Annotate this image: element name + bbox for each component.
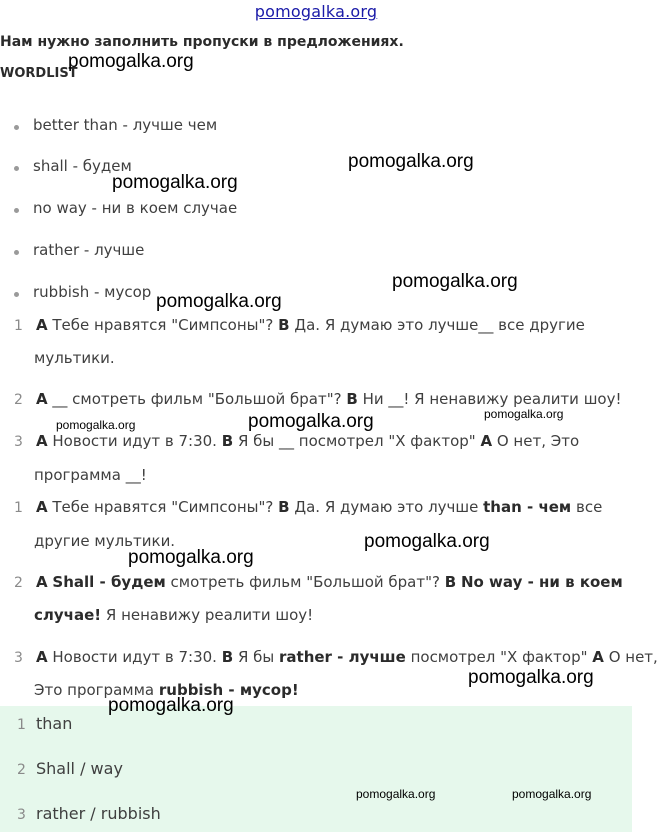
- line-text: Тебе нравятся "Симпсоны"?: [52, 316, 274, 334]
- line-text: Новости идут в 7:30.: [52, 648, 217, 666]
- speaker-label: B: [221, 432, 234, 450]
- speaker-label: B: [444, 573, 457, 591]
- list-item: rather - лучше: [33, 241, 145, 259]
- answer-number: 2: [17, 762, 26, 778]
- line-text: Я ненавижу реалити шоу!: [105, 606, 314, 624]
- list-item: rubbish - мусор: [33, 283, 152, 301]
- line-text: Да. Я думаю это лучше: [294, 498, 479, 516]
- intro-text: Нам нужно заполнить пропуски в предложениях.: [0, 34, 404, 50]
- watermark: pomogalka.org: [512, 787, 592, 801]
- speaker-label: A: [36, 316, 48, 334]
- line-text: Я бы: [237, 648, 275, 666]
- watermark: pomogalka.org: [392, 271, 518, 292]
- watermark: pomogalka.org: [56, 418, 136, 432]
- answer-line: [36, 573, 623, 591]
- speaker-label: A: [36, 648, 48, 666]
- answer-number: 1: [17, 717, 26, 733]
- answer-highlight: rubbish - мусор!: [158, 681, 299, 699]
- line-text: __ смотреть фильм "Большой брат"?: [52, 390, 342, 408]
- watermark: pomogalka.org: [468, 667, 594, 688]
- answer-text: Shall / way: [36, 759, 123, 778]
- exercise-line: [36, 432, 579, 450]
- item-number: 1: [14, 318, 23, 334]
- bullet-icon: [14, 166, 19, 171]
- line-text: Это программа: [34, 681, 155, 699]
- answer-text: than: [36, 714, 73, 733]
- line-text: посмотрел "Х фактор": [410, 648, 588, 666]
- wordlist-title: WORDLIST: [0, 66, 78, 81]
- line-text: О нет,: [608, 648, 658, 666]
- item-number: 2: [14, 575, 23, 591]
- watermark: pomogalka.org: [364, 531, 490, 552]
- speaker-label: B: [346, 390, 358, 408]
- bullet-icon: [14, 250, 19, 255]
- exercise-line: [36, 390, 621, 408]
- line-text: Да. Я думаю это лучше__ все другие: [294, 316, 585, 334]
- site-watermark-link[interactable]: pomogalka.org: [254, 2, 378, 21]
- watermark: pomogalka.org: [108, 695, 234, 716]
- line-text: Я бы __ посмотрел "Х фактор": [237, 432, 476, 450]
- speaker-label: A: [36, 390, 48, 408]
- speaker-label: A: [36, 498, 48, 516]
- watermark: pomogalka.org: [248, 411, 374, 432]
- line-text: О нет, Это: [496, 432, 580, 450]
- watermark: pomogalka.org: [356, 787, 436, 801]
- answer-highlight: rather - лучше: [279, 648, 406, 666]
- answer-highlight: случае!: [34, 606, 102, 624]
- item-number: 2: [14, 392, 23, 408]
- answer-highlight: Shall - будем: [52, 573, 166, 591]
- speaker-label: A: [36, 432, 48, 450]
- exercise-line: мультики.: [34, 349, 115, 367]
- line-text: все: [575, 498, 603, 516]
- list-item: better than - лучше чем: [33, 116, 218, 134]
- answer-highlight: No way - ни в коем: [460, 573, 623, 591]
- line-text: Ни __! Я ненавижу реалити шоу!: [362, 390, 622, 408]
- answer-line: [36, 648, 658, 666]
- watermark: pomogalka.org: [156, 291, 282, 312]
- item-number: 3: [14, 434, 23, 450]
- bullet-icon: [14, 208, 19, 213]
- speaker-label: A: [36, 573, 48, 591]
- watermark: pomogalka.org: [348, 151, 474, 172]
- watermark: pomogalka.org: [112, 172, 238, 193]
- bullet-icon: [14, 292, 19, 297]
- answer-highlight: than - чем: [483, 498, 572, 516]
- speaker-label: B: [221, 648, 234, 666]
- bullet-icon: [14, 125, 19, 130]
- speaker-label: B: [278, 498, 290, 516]
- answer-line: [34, 606, 313, 624]
- watermark: pomogalka.org: [484, 407, 564, 421]
- answer-number: 3: [17, 807, 26, 823]
- exercise-line: программа __!: [34, 466, 147, 484]
- watermark: pomogalka.org: [68, 51, 194, 72]
- item-number: 1: [14, 500, 23, 516]
- exercise-line: [36, 316, 585, 334]
- watermark: pomogalka.org: [128, 547, 254, 568]
- line-text: Новости идут в 7:30.: [52, 432, 217, 450]
- line-text: Тебе нравятся "Симпсоны"?: [52, 498, 274, 516]
- speaker-label: B: [278, 316, 290, 334]
- item-number: 3: [14, 650, 23, 666]
- list-item: shall - будем: [33, 157, 132, 175]
- list-item: no way - ни в коем случае: [33, 199, 238, 217]
- line-text: смотреть фильм "Большой брат"?: [170, 573, 440, 591]
- answer-line: [36, 498, 602, 516]
- answer-text: rather / rubbish: [36, 804, 161, 823]
- speaker-label: A: [592, 648, 604, 666]
- speaker-label: A: [480, 432, 493, 450]
- answer-line: другие мультики.: [34, 532, 176, 550]
